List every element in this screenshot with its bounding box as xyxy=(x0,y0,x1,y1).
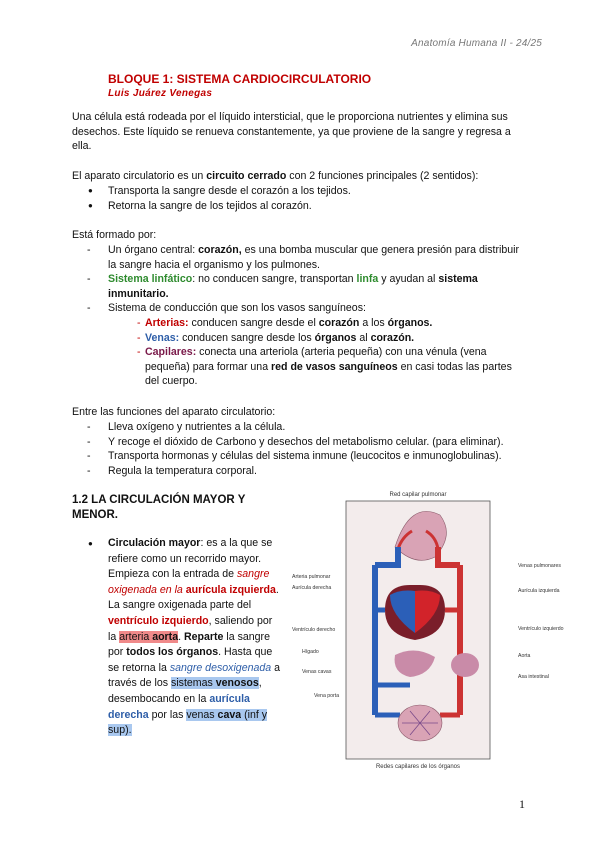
circuito-paragraph: El aparato circulatorio es un circuito cerrado con 2 funciones principales (2 sentidos): xyxy=(72,170,479,182)
formado-lead: Está formado por: xyxy=(72,229,157,241)
formado-list xyxy=(108,243,528,389)
list-item: ● Transporta la sangre desde el corazón a los tejidos. xyxy=(108,184,528,199)
diagram-right-labels xyxy=(518,563,564,680)
author-name: Luis Juárez Venegas xyxy=(108,88,213,99)
list-item: - Regula la temperatura corporal. xyxy=(108,464,538,479)
list-item-organo: - Un órgano central: corazón, es una bomba muscular que genera presión para distribuir la sangre hacia el organismo y los pulmones. xyxy=(108,243,528,272)
sublist-item-arterias: - Arterias: conducen sangre desde el corazón a los órganos. xyxy=(145,316,528,331)
list-item: - Y recoge el dióxido de Carbono y desechos del metabolismo celular. (para eliminar). xyxy=(108,435,538,450)
circulacion-list xyxy=(108,536,280,739)
svg-text:Arteria pulmonar: Arteria pulmonar xyxy=(292,574,331,580)
funciones-lead: Entre las funciones del aparato circulatorio: xyxy=(72,406,276,418)
page-header: Anatomía Humana II - 24/25 xyxy=(411,38,542,49)
svg-text:Aurícula derecha: Aurícula derecha xyxy=(292,585,332,591)
diagram-bottom-label: Redes capilares de los órganos xyxy=(375,764,461,770)
document-title: BLOQUE 1: SISTEMA CARDIOCIRCULATORIO xyxy=(108,72,372,86)
list-item-linfatico: - Sistema linfático: no conducen sangre, transportan linfa y ayudan al sistema inmunitario. xyxy=(108,272,528,301)
diagram-top-label: Red capilar pulmonar xyxy=(389,492,447,498)
svg-text:Venas cavas: Venas cavas xyxy=(302,669,332,675)
svg-text:Hígado: Hígado xyxy=(302,649,319,655)
intestine-icon xyxy=(451,653,479,677)
circulacion-mayor-item: ● Circulación mayor: es a la que se refiere como un recorrido mayor. Empieza con la entrada de sangre oxigenada en la aurícula izquierda. La sangre oxigenada parte del ventrículo izquierdo, saliendo por la arteria aorta. Reparte la sangre por todos los órganos. Hasta que se retorna la sangre desoxigenada a través de los sistemas venosos, desembocando en la aurícula derecha por las venas cava (inf y sup). xyxy=(108,536,280,739)
circuito-list xyxy=(108,184,528,213)
sublist-item-capilares: - Capilares: conecta una arteriola (arteria pequeña) con una vénula (vena pequeña) para formar una red de vasos sanguíneos en casi todas las partes del cuerpo. xyxy=(145,345,528,389)
svg-text:Ventrículo derecho: Ventrículo derecho xyxy=(292,627,336,633)
intro-paragraph: Una célula está rodeada por el líquido intersticial, que le proporciona nutrientes y elimina sus desechos. Este líquido se renueva constantemente, ya que proviene de la sangre y regresa a ella. xyxy=(72,111,511,153)
diagram-left-labels xyxy=(292,574,339,699)
list-item: ● Retorna la sangre de los tejidos al corazón. xyxy=(108,199,528,214)
svg-text:Ventrículo izquierdo: Ventrículo izquierdo xyxy=(518,626,564,632)
list-item: - Transporta hormonas y células del sistema inmune (leucocitos e inmunoglobulinas). xyxy=(108,449,538,464)
svg-text:Vena porta: Vena porta xyxy=(314,693,340,699)
svg-text:Aorta: Aorta xyxy=(518,653,531,659)
vasos-sublist xyxy=(145,316,528,389)
section-heading: 1.2 LA CIRCULACIÓN MAYOR Y MENOR. xyxy=(72,494,246,521)
circulation-diagram xyxy=(290,485,564,775)
page-number: 1 xyxy=(519,797,525,811)
list-item: - Lleva oxígeno y nutrientes a la célula. xyxy=(108,420,538,435)
funciones-list xyxy=(108,420,538,478)
svg-text:Aurícula izquierda: Aurícula izquierda xyxy=(518,588,560,594)
sublist-item-venas: - Venas: conducen sangre desde los órganos al corazón. xyxy=(145,331,528,346)
list-item-vasos: - Sistema de conducción que son los vasos sanguíneos: - Arterias: conducen sangre desde el corazón a los órganos. - Venas: conducen sangre desde los órganos al corazón. - Capilares: conecta una arteriola (arteria pequeña) con una vénula (vena pequeña) para formar una red de vasos sanguíneos en casi todas las partes del cuerpo. xyxy=(108,301,528,389)
svg-text:Venas pulmonares: Venas pulmonares xyxy=(518,563,561,569)
svg-text:Asa intestinal: Asa intestinal xyxy=(518,674,549,680)
